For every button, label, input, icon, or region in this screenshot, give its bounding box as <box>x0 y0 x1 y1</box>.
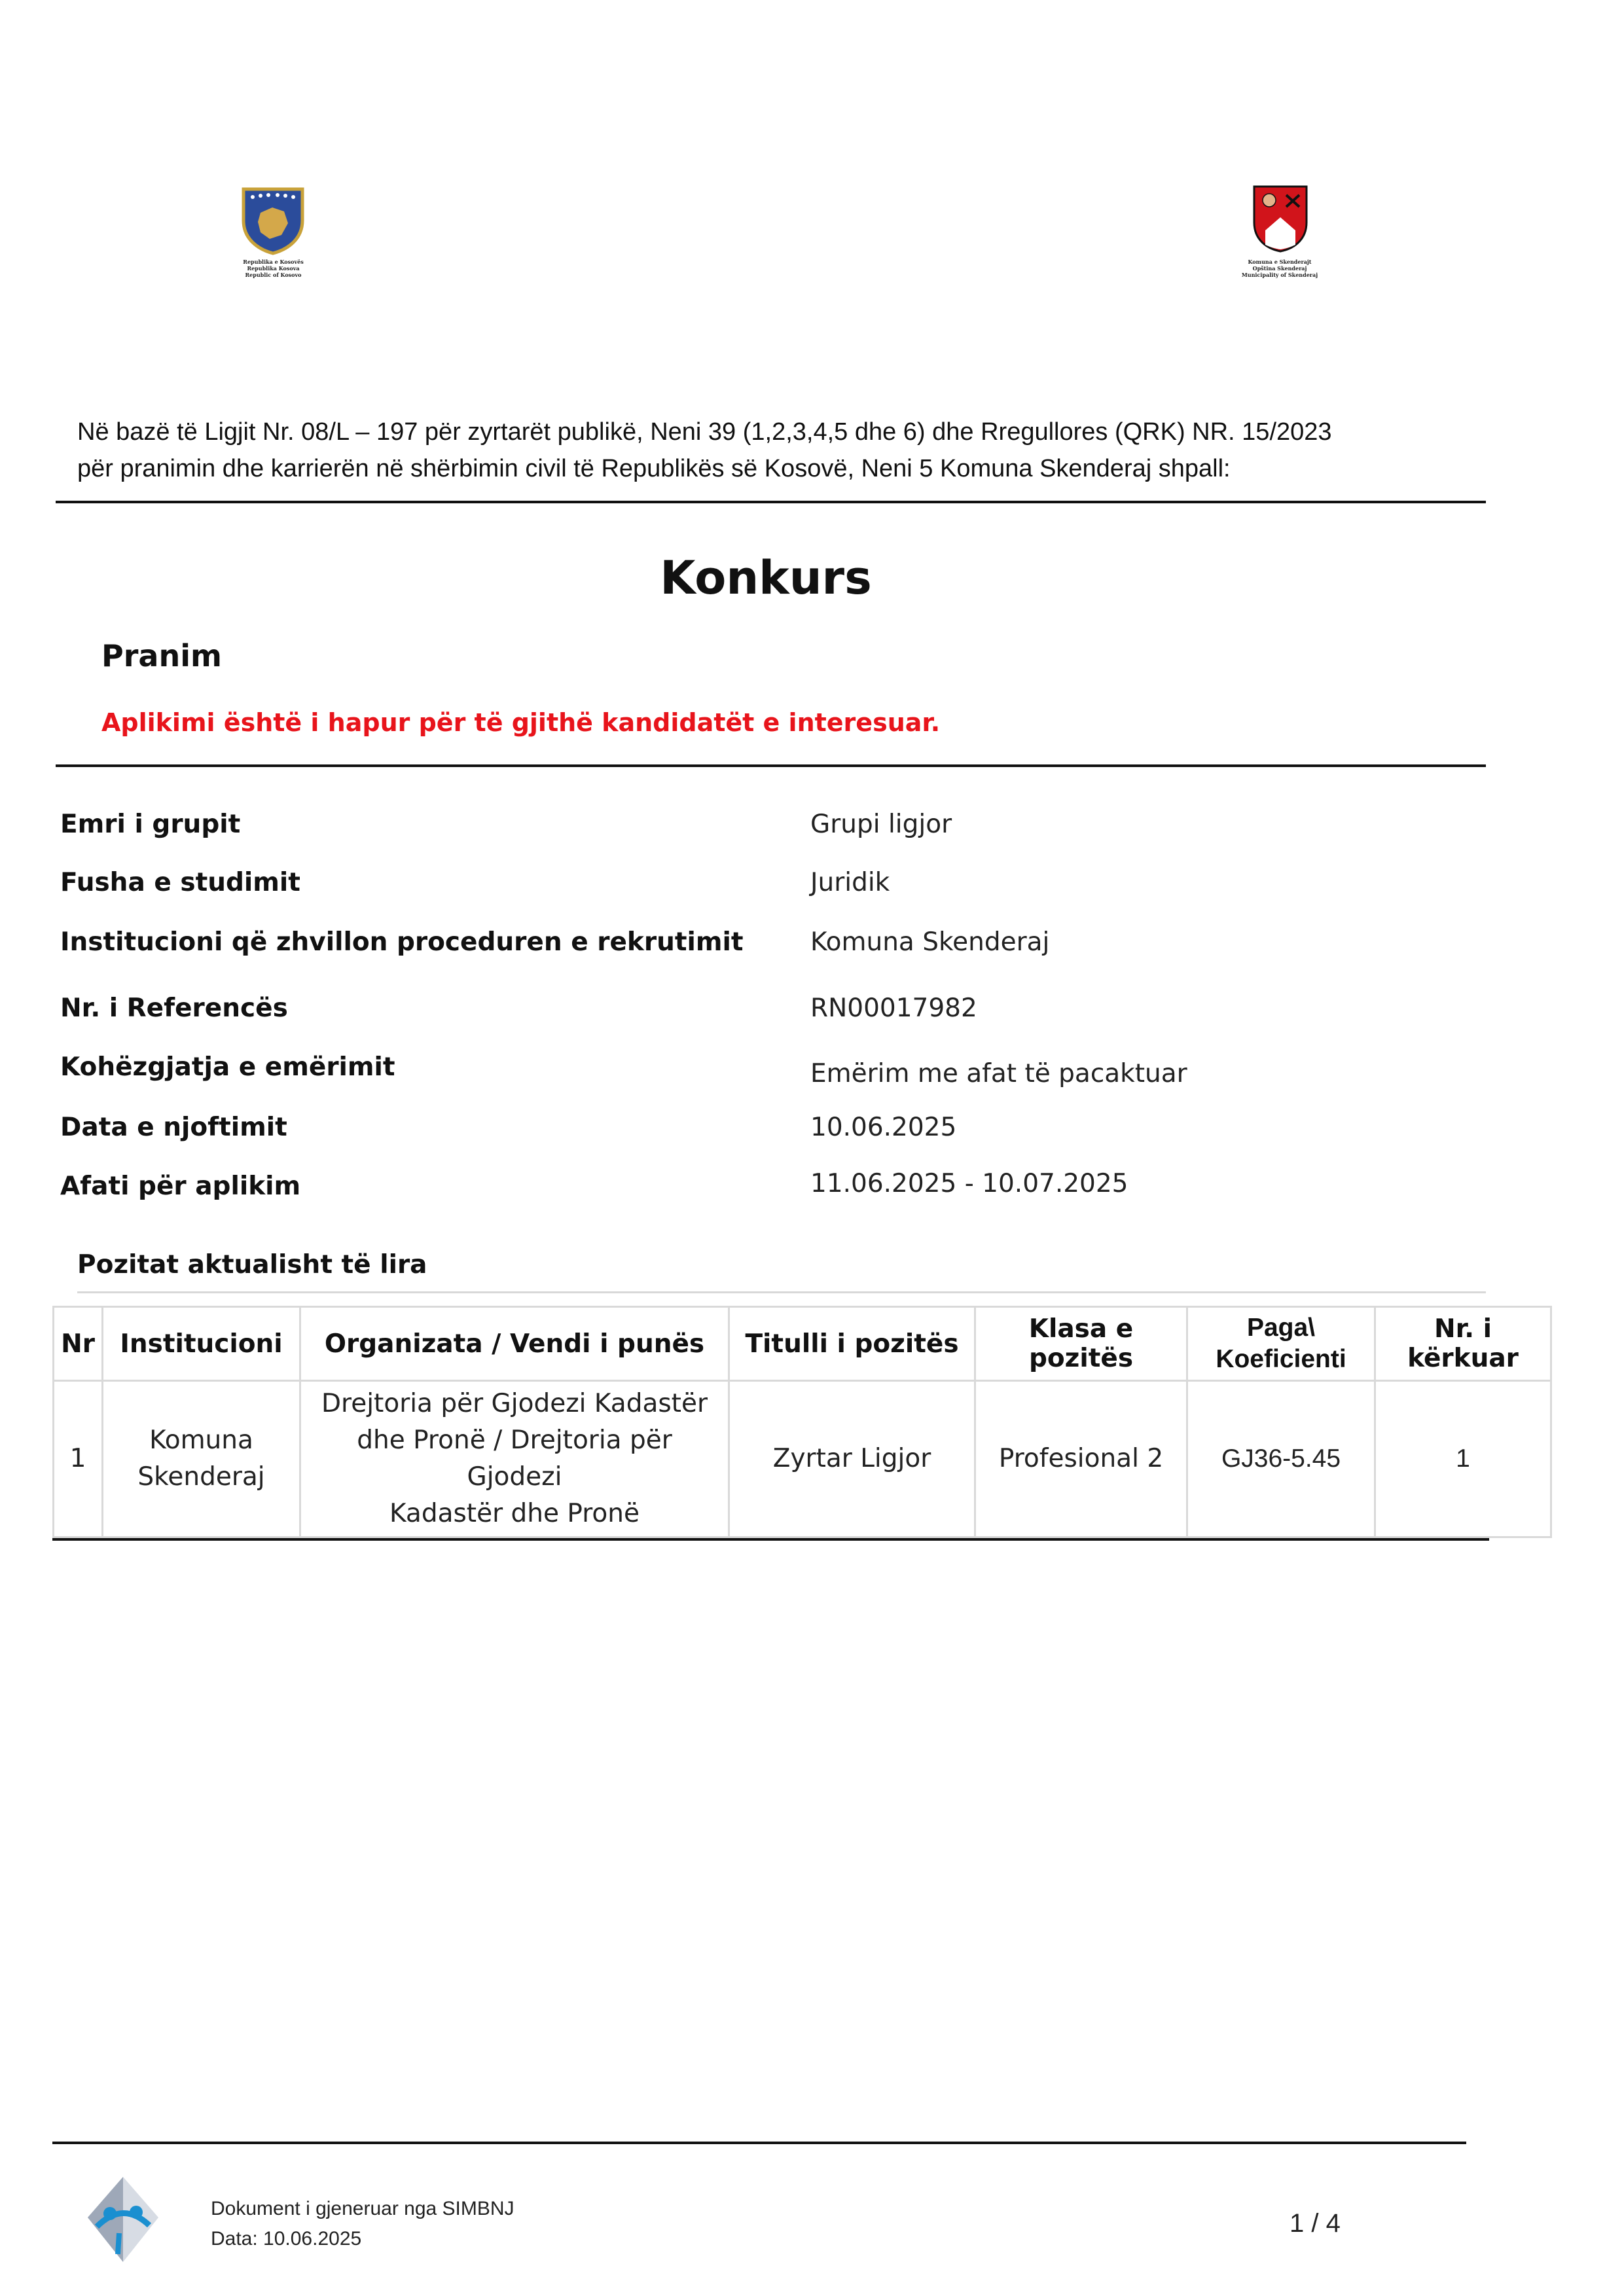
col-header-salary <box>1187 1307 1375 1381</box>
info-label: Nr. i Referencës <box>60 994 288 1023</box>
footer-date: Data: 10.06.2025 <box>211 2228 362 2250</box>
info-value: RN00017982 <box>810 994 977 1023</box>
cell-salary: GJ36-5.45 <box>1187 1381 1375 1537</box>
cell-line: Komuna <box>149 1426 253 1455</box>
caption-line: Republic of Kosovo <box>245 272 302 278</box>
cell-line: Skenderaj <box>137 1462 265 1492</box>
footer-generated-by: Dokument i gjeneruar nga SIMBNJ <box>211 2198 514 2219</box>
intro-line: Në bazë të Ligjit Nr. 08/L – 197 për zyrtarët publikë, Neni 39 (1,2,3,4,5 dhe 6) dhe Rregullores (QRK) NR. 15/2023 <box>77 418 1332 446</box>
divider <box>56 764 1486 767</box>
divider <box>52 1538 1489 1541</box>
info-value: Juridik <box>810 868 890 897</box>
info-value: 11.06.2025 - 10.07.2025 <box>810 1169 1128 1198</box>
col-header-required: Nr. i kërkuar <box>1375 1307 1551 1381</box>
caption-line: Opština Skenderaj <box>1252 265 1307 272</box>
right-emblem-caption <box>1227 259 1332 278</box>
caption-line: Komuna e Skenderajt <box>1248 259 1312 265</box>
positions-section-title: Pozitat aktualisht të lira <box>77 1250 427 1280</box>
info-label: Fusha e studimit <box>60 868 300 897</box>
table-header-row <box>54 1307 1551 1381</box>
col-header-institution: Institucioni <box>103 1307 300 1381</box>
caption-line: Republika Kosova <box>247 265 300 272</box>
col-header-position-title: Titulli i pozitës <box>729 1307 975 1381</box>
skenderaj-coat-of-arms-icon <box>1252 185 1308 253</box>
info-value: 10.06.2025 <box>810 1113 957 1142</box>
cell-required: 1 <box>1375 1381 1551 1537</box>
caption-line: Municipality of Skenderaj <box>1241 272 1318 278</box>
legal-basis-paragraph <box>77 414 1485 487</box>
cell-line: dhe Pronë / Drejtoria për Gjodezi <box>357 1426 672 1492</box>
info-label: Emri i grupit <box>60 810 241 839</box>
cell-institution <box>103 1381 300 1537</box>
divider <box>56 501 1486 503</box>
footer-divider <box>52 2142 1466 2144</box>
cell-organization <box>300 1381 729 1537</box>
intro-line: për pranimin dhe karrierën në shërbimin civil të Republikës së Kosovë, Neni 5 Komuna Skenderaj shpall: <box>77 455 1231 482</box>
salary-header-line: Paga\ <box>1246 1314 1316 1342</box>
info-label: Afati për aplikim <box>60 1172 301 1201</box>
application-notice: Aplikimi është i hapur për të gjithë kandidatët e interesuar. <box>101 708 941 737</box>
info-value: Grupi ligjor <box>810 810 952 839</box>
cell-line: Drejtoria për Gjodezi Kadastër <box>321 1389 708 1418</box>
section-underline <box>77 1291 1486 1293</box>
col-header-organization: Organizata / Vendi i punës <box>300 1307 729 1381</box>
footer-info <box>211 2194 514 2254</box>
caption-line: Republika e Kosovës <box>243 259 304 265</box>
col-header-nr: Nr <box>54 1307 103 1381</box>
table-row <box>54 1381 1551 1537</box>
cell-position-title: Zyrtar Ligjor <box>729 1381 975 1537</box>
positions-table <box>52 1306 1552 1538</box>
info-value: Emërim me afat të pacaktuar <box>810 1059 1187 1088</box>
page-title: Konkurs <box>660 551 872 605</box>
page-number: 1 / 4 <box>1290 2209 1341 2238</box>
info-label: Kohëzgjatja e emërimit <box>60 1052 395 1082</box>
cell-line: Kadastër dhe Pronë <box>389 1499 640 1528</box>
cell-position-class: Profesional 2 <box>975 1381 1187 1537</box>
info-label: Institucioni që zhvillon proceduren e rekrutimit <box>60 927 744 957</box>
subtitle: Pranim <box>101 638 222 673</box>
left-emblem-caption <box>223 259 324 278</box>
salary-header-line: Koeficienti <box>1216 1345 1346 1373</box>
simbnj-logo-icon <box>84 2174 162 2265</box>
kosovo-coat-of-arms-icon <box>241 187 305 255</box>
cell-nr: 1 <box>54 1381 103 1537</box>
col-header-position-class: Klasa e pozitës <box>975 1307 1187 1381</box>
info-value: Komuna Skenderaj <box>810 927 1050 957</box>
info-label: Data e njoftimit <box>60 1113 287 1142</box>
